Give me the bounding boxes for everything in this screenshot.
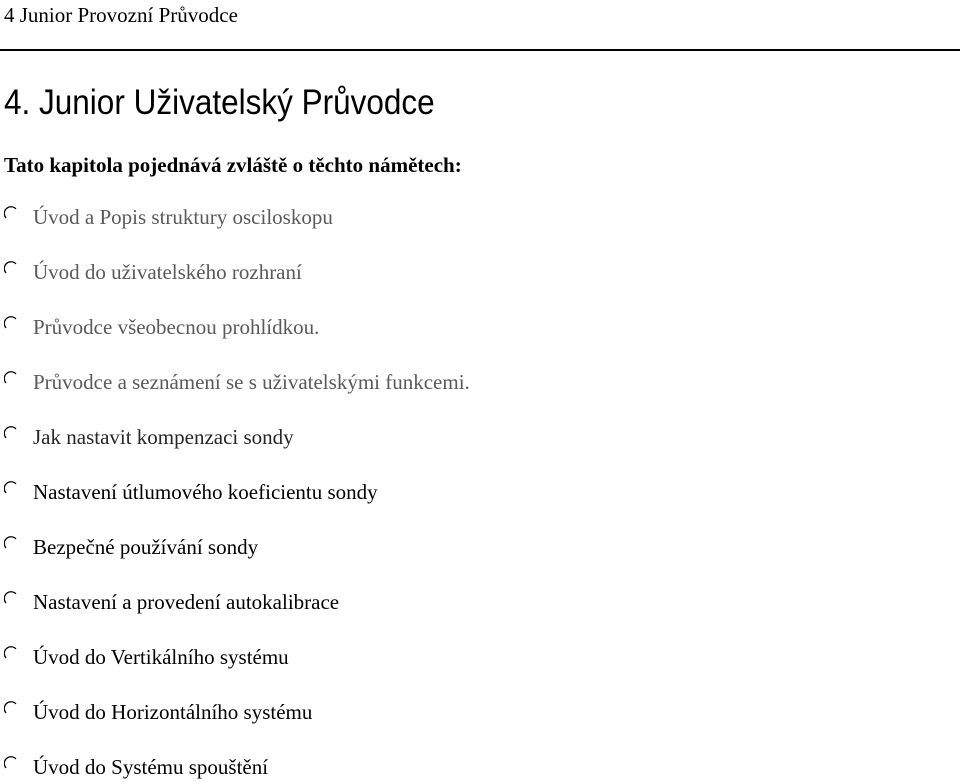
topic-label: Úvod do Vertikálního systému [33,645,289,669]
open-circle-bullet-icon [4,756,18,770]
topic-label: Úvod a Popis struktury osciloskopu [33,205,333,229]
topic-label: Nastavení a provedení autokalibrace [33,590,340,614]
topic-label: Nastavení útlumového koeficientu sondy [33,480,378,504]
open-circle-bullet-icon [4,536,18,550]
header-divider [0,49,960,51]
open-circle-bullet-icon [4,261,18,275]
open-circle-bullet-icon [4,481,18,495]
open-circle-bullet-icon [4,701,18,715]
topic-label: Průvodce všeobecnou prohlídkou. [33,315,320,339]
topic-label: Úvod do Systému spouštění [33,755,269,779]
topic-label: Jak nastavit kompenzaci sondy [33,425,294,449]
running-header: 4 Junior Provozní Průvodce [4,3,238,27]
chapter-intro: Tato kapitola pojednává zvláště o těchto námětech: [4,153,462,177]
topic-label: Průvodce a seznámení se s uživatelskými funkcemi. [33,370,470,394]
open-circle-bullet-icon [4,371,18,385]
topic-label: Bezpečné používání sondy [33,535,259,559]
topic-label: Úvod do Horizontálního systému [33,700,313,724]
open-circle-bullet-icon [4,206,18,220]
open-circle-bullet-icon [4,646,18,660]
open-circle-bullet-icon [4,426,18,440]
topic-label: Úvod do uživatelského rozhraní [33,260,302,284]
chapter-title: 4. Junior Uživatelský Průvodce [4,83,435,122]
open-circle-bullet-icon [4,591,18,605]
open-circle-bullet-icon [4,316,18,330]
